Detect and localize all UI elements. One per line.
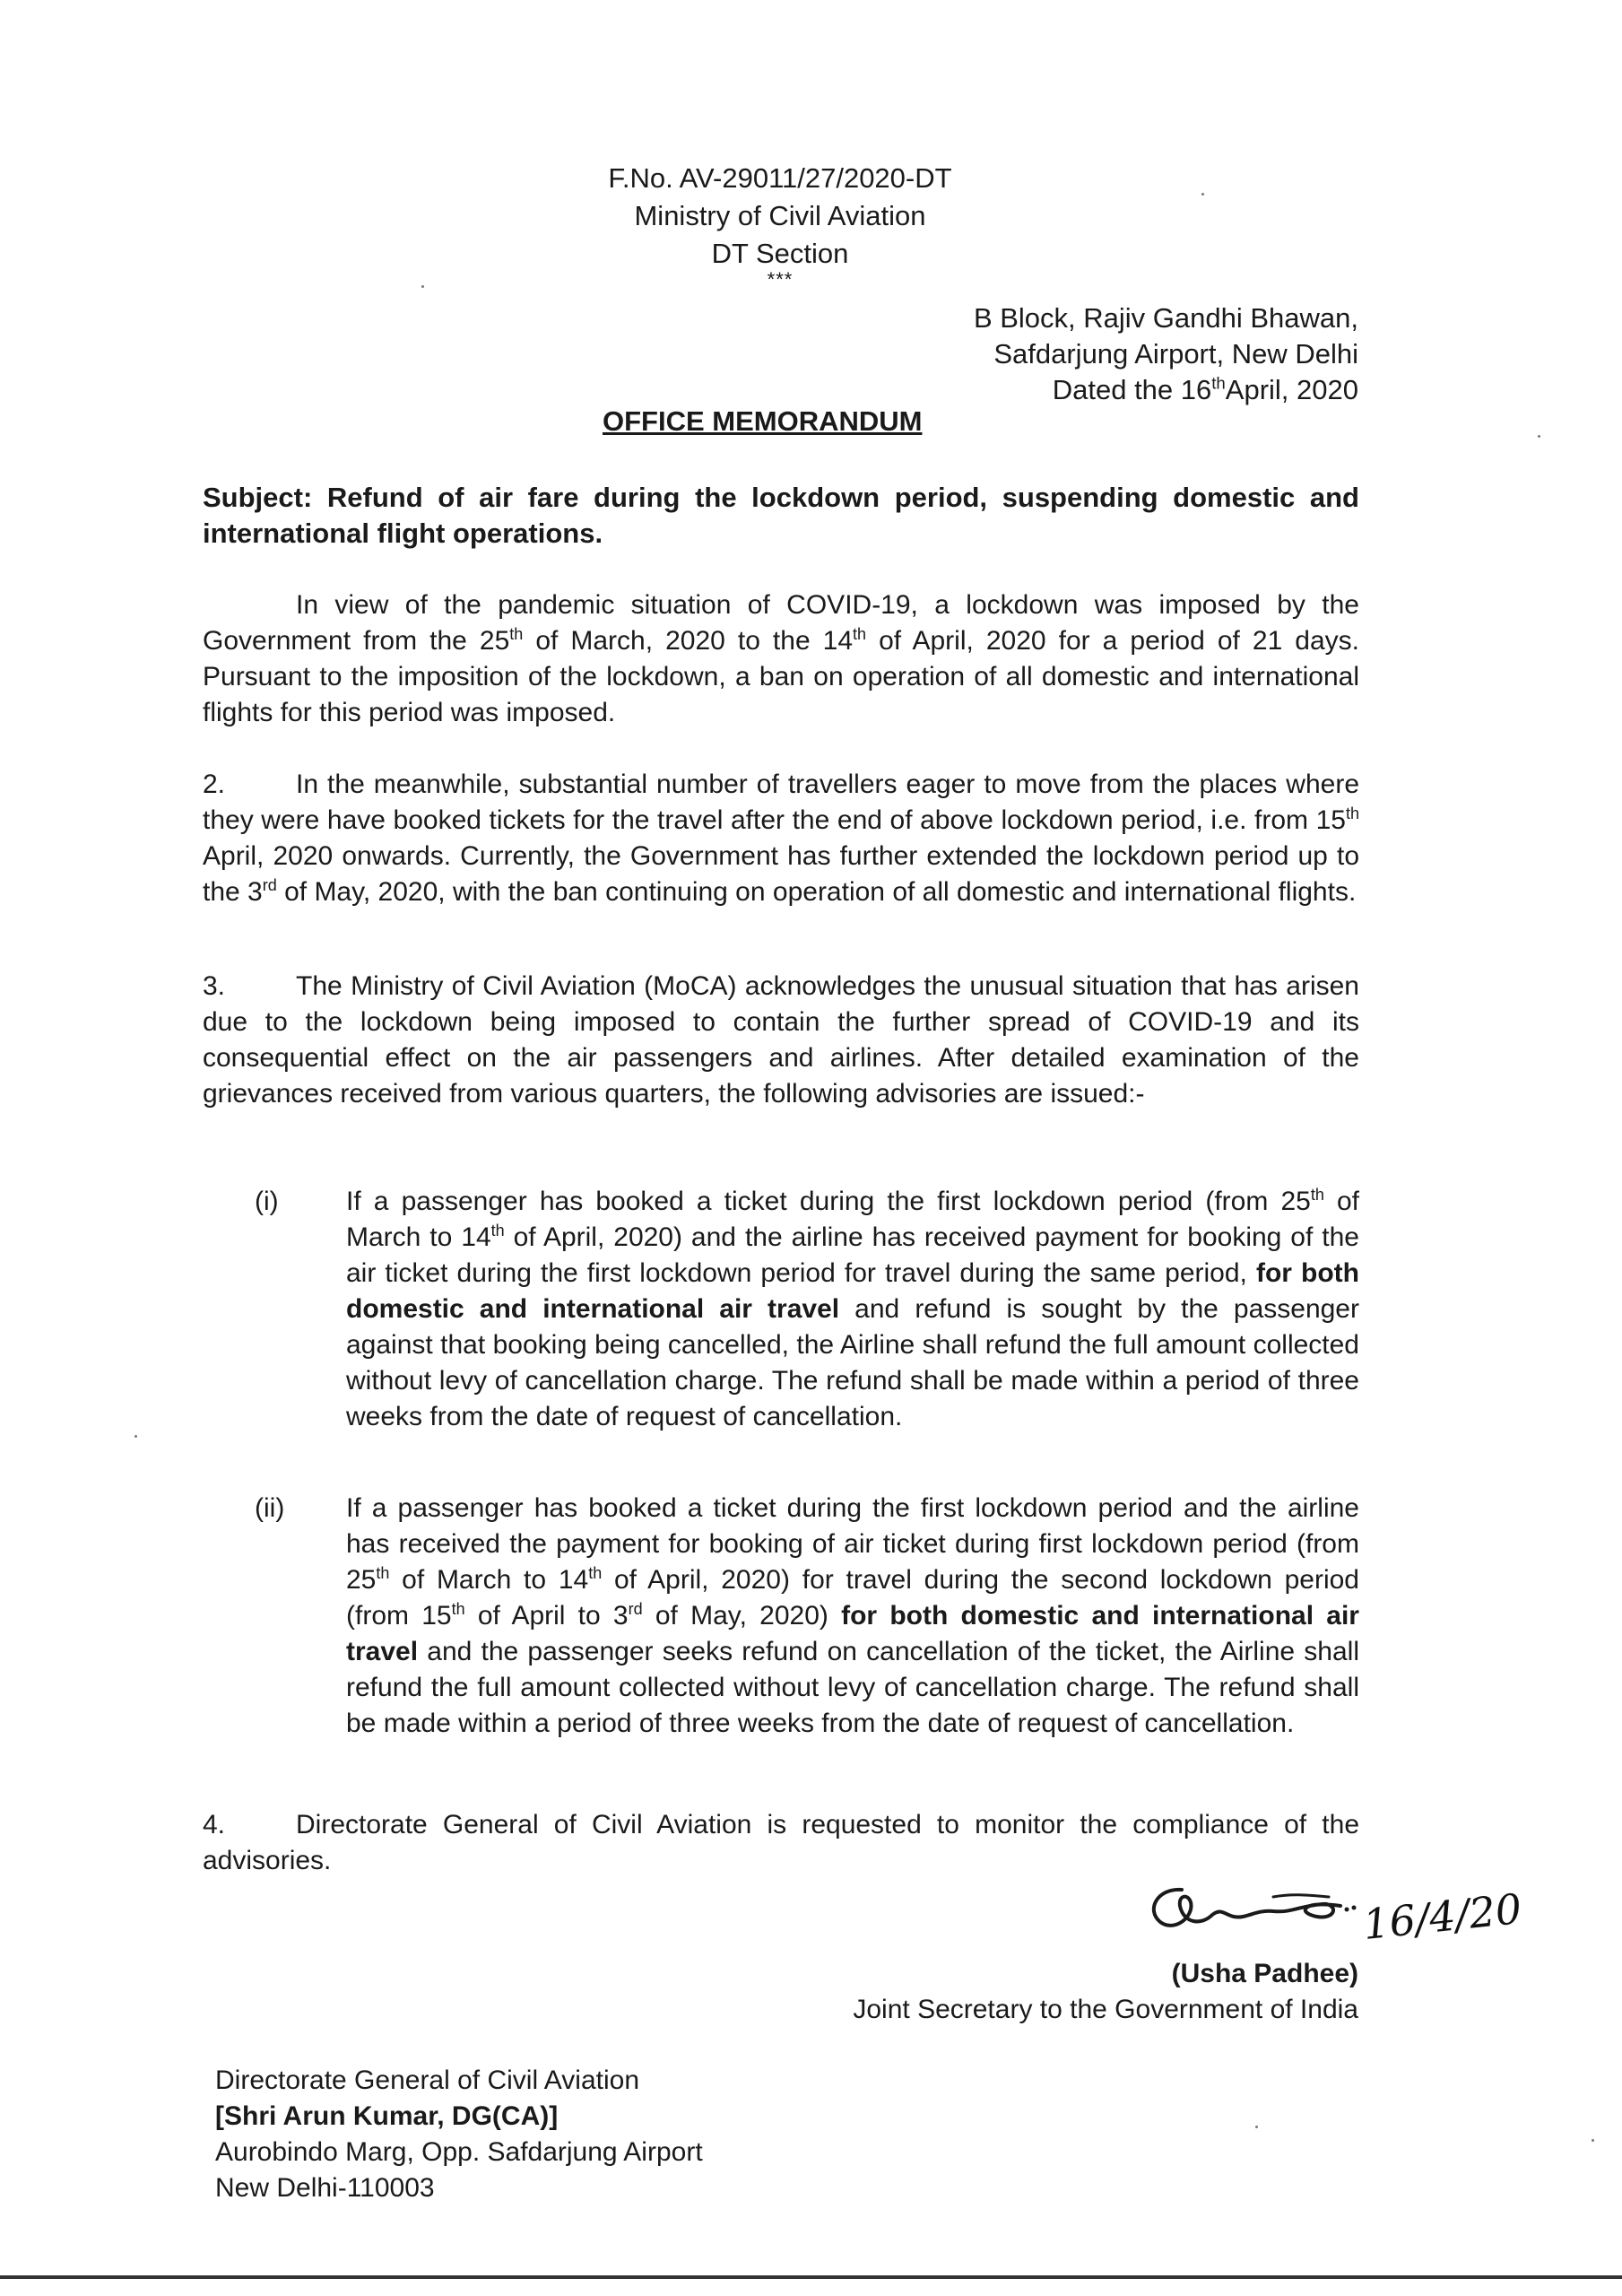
recipient-line-2: [Shri Arun Kumar, DG(CA)] bbox=[215, 2101, 559, 2131]
signatory-block bbox=[771, 1956, 1358, 2028]
section-name: DT Section bbox=[711, 238, 849, 269]
recipient-line-3: Aurobindo Marg, Opp. Safdarjung Airport bbox=[215, 2137, 703, 2167]
letterhead bbox=[556, 160, 1004, 291]
address-line-1: B Block, Rajiv Gandhi Bhawan, bbox=[973, 302, 1358, 334]
scan-speck bbox=[1201, 193, 1204, 196]
ministry-name: Ministry of Civil Aviation bbox=[634, 200, 926, 231]
signatory-name: (Usha Padhee) bbox=[1171, 1959, 1358, 1988]
scan-speck bbox=[134, 1435, 137, 1438]
item-text: If a passenger has booked a ticket during the first lockdown period (from 25th of March to 14th of April, 2020) and the airline has received payment for booking of the air ticket during the first lockdown period for travel during the same period, for both domestic and international air travel and refund is sought by the passenger against that booking being cancelled, the Airline shall refund the full amount collected without levy of cancellation charge. The refund shall be made within a period of three weeks from the date of request of cancellation. bbox=[346, 1186, 1360, 1431]
scan-speck bbox=[1592, 2139, 1594, 2142]
scan-speck bbox=[1538, 435, 1540, 438]
recipient-line-1: Directorate General of Civil Aviation bbox=[215, 2066, 639, 2095]
scan-speck bbox=[421, 285, 424, 288]
paragraph-3: 3. The Ministry of Civil Aviation (MoCA) acknowledges the unusual situation that has arisen due to the lockdown being imposed to contain the further spread of COVID-19 and its consequential effect on the air passengers and airlines. After detailed examination of the grievances received from various quarters, the following advisories are issued:- bbox=[203, 971, 1359, 1109]
separator-stars: *** bbox=[767, 268, 794, 291]
paragraph-1: In view of the pandemic situation of COVID-19, a lockdown was imposed by the Government from the 25th of March, 2020 to the 14th of April, 2020 for a period of 21 days. Pursuant to the imposition of the lockdown, a ban on operation of all domestic and international flights for this period was imposed. bbox=[203, 590, 1359, 727]
recipient-line-4: New Delhi-110003 bbox=[215, 2173, 435, 2203]
item-number: (i) bbox=[255, 1187, 279, 1216]
file-number: F.No. AV-29011/27/2020-DT bbox=[608, 162, 952, 194]
office-address bbox=[834, 300, 1358, 408]
item-text: If a passenger has booked a ticket during the first lockdown period and the airline has received the payment for booking of air ticket during first lockdown period (from 25th of March to 14th of April, 2020) for travel during the second lockdown period (from 15th of April to 3rd of May, 2020) for both domestic and international air travel and the passenger seeks refund on cancellation of the ticket, the Airline shall refund the full amount collected without levy of cancellation charge. The refund shall be made within a period of three weeks from the date of request of cancellation. bbox=[346, 1493, 1359, 1738]
address-line-2: Safdarjung Airport, New Delhi bbox=[993, 338, 1358, 370]
item-number: (ii) bbox=[255, 1493, 285, 1523]
recipient-block bbox=[215, 2063, 703, 2206]
signatory-designation: Joint Secretary to the Government of India bbox=[853, 1995, 1358, 2024]
scan-speck bbox=[1255, 2126, 1258, 2128]
subject-line: Subject: Refund of air fare during the lockdown period, suspending domestic and international flight operations. bbox=[203, 482, 1359, 549]
memo-title: OFFICE MEMORANDUM bbox=[603, 405, 923, 437]
paragraph-4: 4. Directorate General of Civil Aviation is requested to monitor the compliance of the advisories. bbox=[203, 1810, 1359, 1875]
paragraph-2: 2. In the meanwhile, substantial number of travellers eager to move from the places where they were have booked tickets for the travel after the end of above lockdown period, i.e. from 15th April, 2020 onwards. Currently, the Government has further extended the lockdown period up to the 3rd of May, 2020, with the ban continuing on operation of all domestic and international flights. bbox=[203, 770, 1359, 907]
memo-date: Dated the 16thApril, 2020 bbox=[1052, 373, 1358, 405]
handwritten-date: 16/4/20 bbox=[1360, 1883, 1524, 1950]
handwritten-signature bbox=[1139, 1870, 1372, 1955]
bottom-rule bbox=[0, 2275, 1622, 2279]
